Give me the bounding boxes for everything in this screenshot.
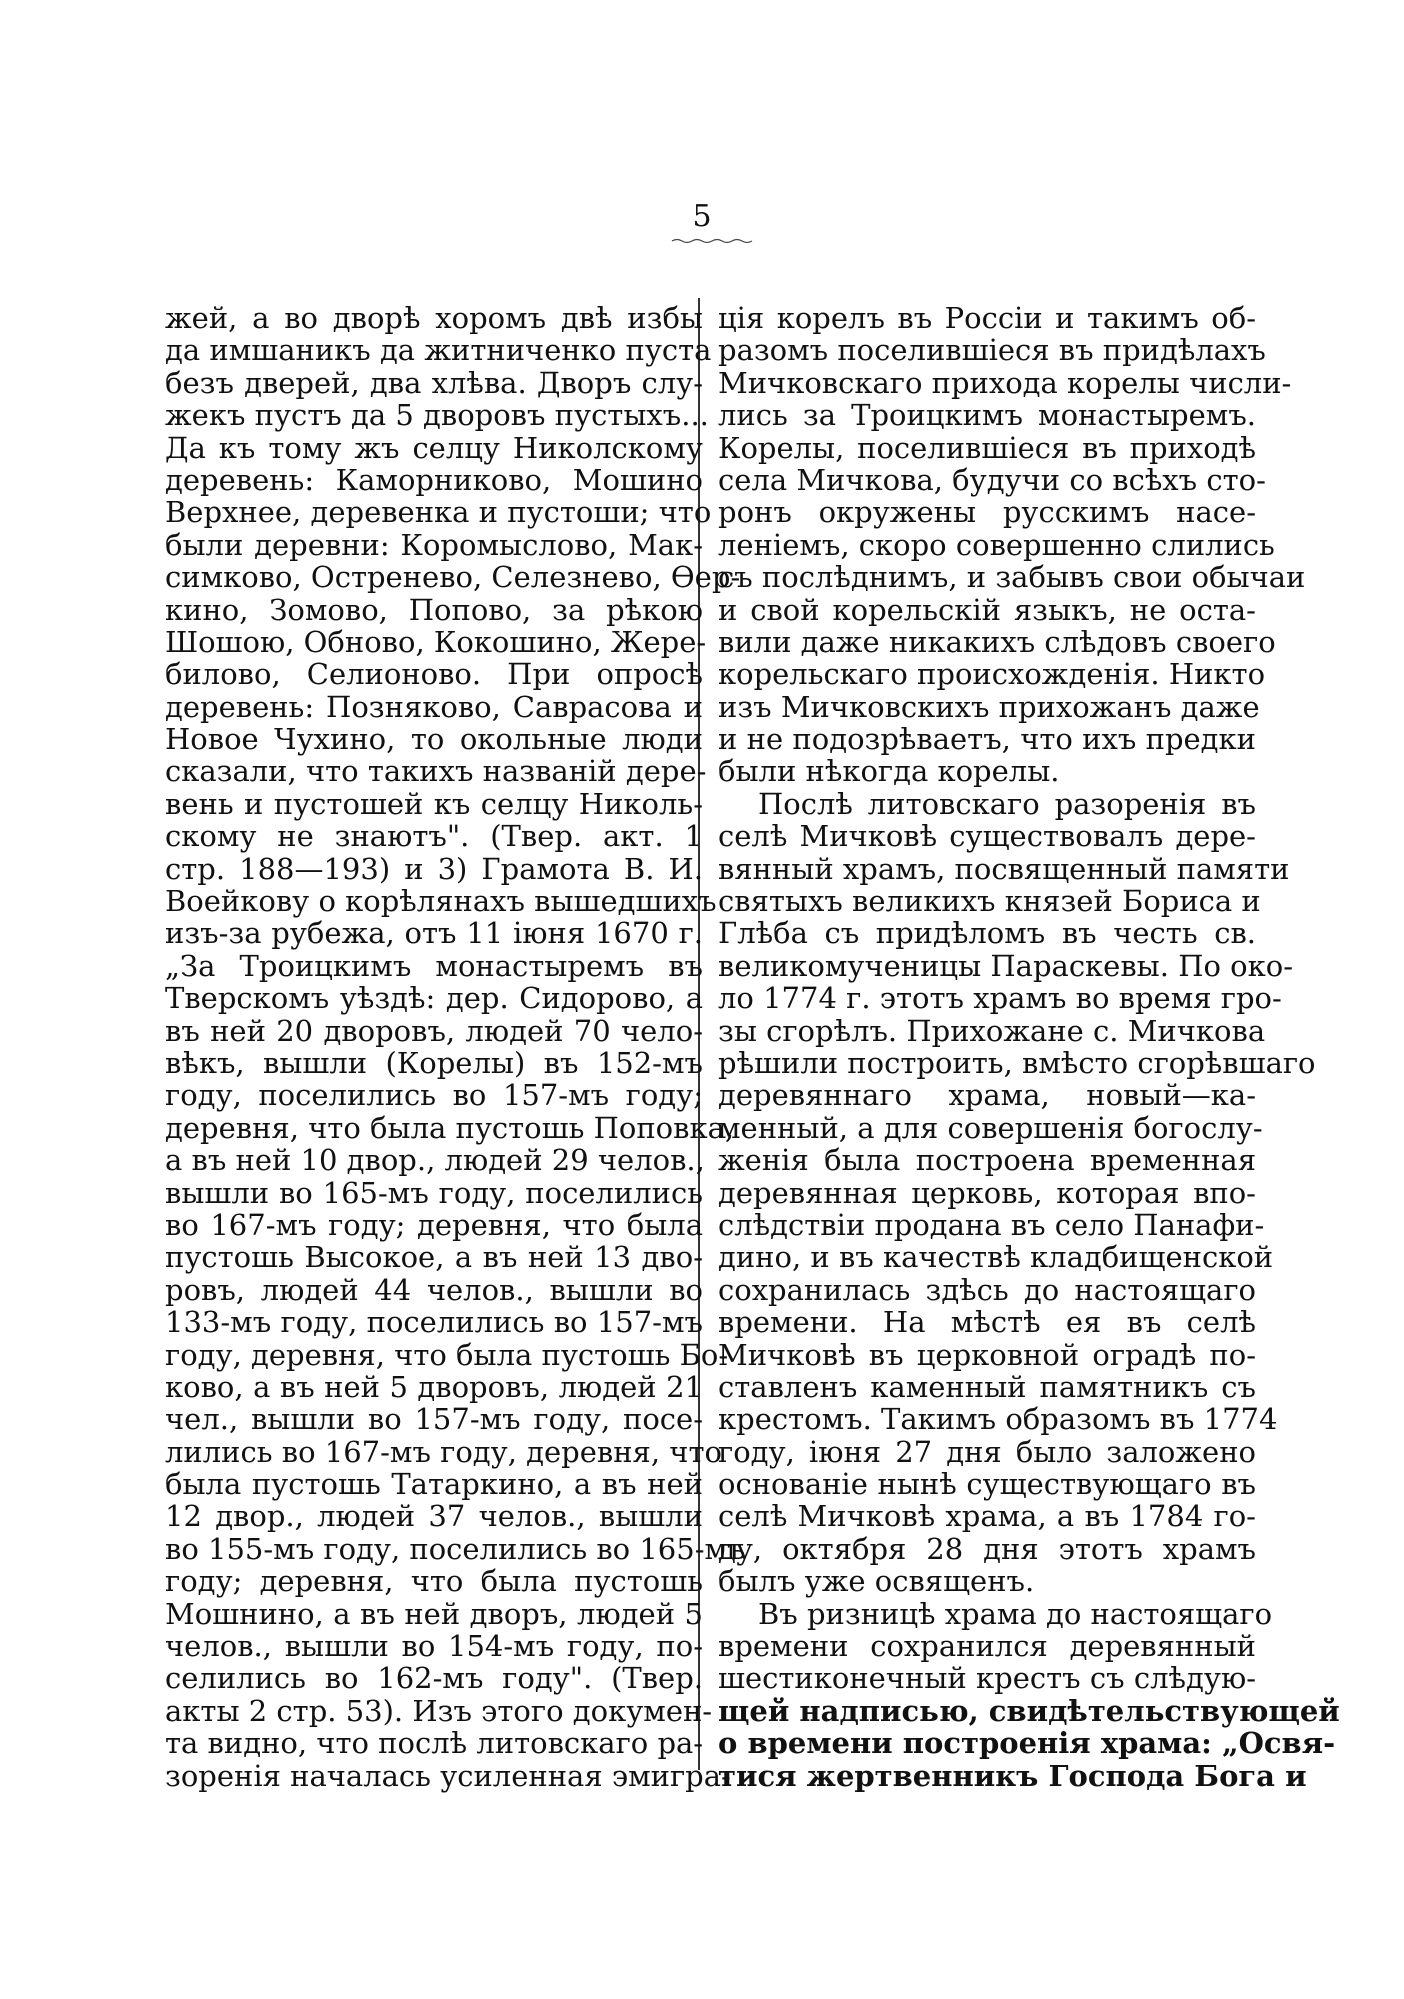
text-line: Мичковскаго прихода корелы числи- xyxy=(718,365,1292,400)
text-line: Мичковѣ въ церковной оградѣ по- xyxy=(718,1337,1256,1372)
text-line: времени. На мѣстѣ ея въ селѣ xyxy=(718,1305,1256,1340)
text-line: съ послѣднимъ, и забывъ свои обычаи xyxy=(718,560,1306,595)
text-line: сохранилась здѣсь до настоящаго xyxy=(718,1272,1256,1307)
text-line: Тверскомъ уѣздѣ: дер. Сидорово, а xyxy=(165,981,703,1016)
left-column xyxy=(165,301,746,1793)
text-line: жей, а во дворѣ хоромъ двѣ избы xyxy=(165,301,703,335)
text-line: разомъ поселившіеся въ придѣлахъ xyxy=(718,333,1266,368)
text-line: селѣ Мичковѣ храма, а въ 1784 го- xyxy=(718,1499,1256,1534)
text-line: во 155-мъ году, поселились во 165-мъ xyxy=(165,1531,746,1566)
text-line: ково, а въ ней 5 дворовъ, людей 21 xyxy=(165,1369,703,1404)
text-line: изъ Мичковскихъ прихожанъ даже xyxy=(718,689,1260,724)
text-line: году; деревня, что была пустошь xyxy=(165,1564,703,1599)
text-line: вянный храмъ, посвященный памяти xyxy=(718,851,1290,886)
text-line: въ ней 20 дворовъ, людей 70 чело- xyxy=(165,1013,703,1048)
text-line: были деревни: Коромыслово, Мак- xyxy=(165,527,703,562)
text-line: акты 2 стр. 53). Изъ этого докумен- xyxy=(165,1693,713,1728)
text-line: скому не знаютъ". (Твер. акт. 1 xyxy=(165,819,703,854)
text-line: Новое Чухино, то окольные люди xyxy=(165,722,703,757)
text-line: Мошнино, а въ ней дворъ, людей 5 xyxy=(165,1596,703,1631)
page-number: 5 xyxy=(692,199,712,234)
text-line: основаніе нынѣ существующаго въ xyxy=(718,1467,1256,1502)
text-line: селились во 162-мъ году". (Твер. xyxy=(165,1661,703,1696)
text-line: ставленъ каменный памятникъ съ xyxy=(718,1369,1256,1404)
text-line: корельскаго происхожденія. Никто xyxy=(718,657,1266,692)
text-line: деревяннаго храма, новый—ка- xyxy=(718,1078,1256,1113)
text-line: деревянная церковь, которая впо- xyxy=(718,1175,1256,1210)
text-line: деревня, что была пустошь Поповка, xyxy=(165,1110,735,1145)
text-line: дино, и въ качествѣ кладбищенской xyxy=(718,1240,1274,1275)
text-line: великомученицы Параскевы. По око- xyxy=(718,948,1294,983)
text-line: жекъ пустъ да 5 дворовъ пустыхъ... xyxy=(165,398,709,433)
text-line: и не подозрѣваетъ, что ихъ предки xyxy=(718,722,1256,757)
text-line: щей надписью, свидѣтельствующей xyxy=(718,1693,1340,1728)
text-line: году, іюня 27 дня было заложено xyxy=(718,1434,1256,1469)
text-line: кино, Зомово, Попово, за рѣкою xyxy=(165,592,703,627)
text-line: селѣ Мичковѣ существовалъ дере- xyxy=(718,819,1256,854)
text-line: и свой корельскій языкъ, не оста- xyxy=(718,592,1256,627)
text-line: ло 1774 г. этотъ храмъ во время гро- xyxy=(718,981,1282,1016)
text-line: 12 двор., людей 37 челов., вышли xyxy=(165,1499,703,1534)
text-line: году, деревня, что была пустошь Бо- xyxy=(165,1337,729,1372)
text-line: крестомъ. Такимъ образомъ въ 1774 xyxy=(718,1402,1278,1437)
text-line: лись за Троицкимъ монастыремъ. xyxy=(718,398,1256,433)
text-line: Да къ тому жъ селцу Николскому xyxy=(165,430,703,465)
text-line: о времени построенія храма: „Освя- xyxy=(718,1726,1336,1761)
text-line: слѣдствіи продана въ село Панафи- xyxy=(718,1207,1265,1242)
text-line: челов., вышли во 154-мъ году, по- xyxy=(165,1629,703,1664)
text-line: Въ ризницѣ храма до настоящаго xyxy=(758,1596,1273,1631)
text-line: стр. 188—193) и 3) Грамота В. И. xyxy=(165,851,703,886)
text-line: сказали, что такихъ названій дере- xyxy=(165,754,707,789)
text-line: безъ дверей, два хлѣва. Дворъ слу- xyxy=(165,365,703,400)
text-line: леніемъ, скоро совершенно слились xyxy=(718,527,1275,562)
text-line: Глѣба съ придѣломъ въ честь св. xyxy=(718,916,1256,951)
text-line: вѣкъ, вышли (Корелы) въ 152-мъ xyxy=(165,1045,703,1080)
text-line: рѣшили построить, вмѣсто сгорѣвшаго xyxy=(718,1045,1316,1080)
text-line: году, поселились во 157-мъ году; xyxy=(165,1078,703,1113)
text-line: вили даже никакихъ слѣдовъ своего xyxy=(718,624,1276,659)
text-line: чел., вышли во 157-мъ году, посе- xyxy=(165,1402,703,1437)
text-line: ція корелъ въ Россіи и такимъ об- xyxy=(718,301,1256,335)
text-line: времени сохранился деревянный xyxy=(718,1629,1256,1664)
text-line: Верхнее, деревенка и пустоши; что xyxy=(165,495,712,530)
text-line: а въ ней 10 двор., людей 29 челов., xyxy=(165,1143,705,1178)
text-line: тися жертвенникъ Господа Бога и xyxy=(718,1758,1307,1793)
text-line: „За Троицкимъ монастыремъ въ xyxy=(165,948,703,983)
text-line: былъ уже освященъ. xyxy=(718,1564,1035,1599)
text-line: вень и пустошей къ селцу Николь- xyxy=(165,786,703,821)
text-line: Воейкову о корѣлянахъ вышедшихъ xyxy=(165,884,717,919)
text-line: ронъ окружены русскимъ насе- xyxy=(718,495,1256,530)
text-line: та видно, что послѣ литовскаго ра- xyxy=(165,1726,704,1761)
text-line: святыхъ великихъ князей Бориса и xyxy=(718,884,1261,919)
text-line: изъ-за рубежа, отъ 11 іюня 1670 г. xyxy=(165,916,703,951)
text-line: ду, октября 28 дня этотъ храмъ xyxy=(718,1531,1256,1566)
text-line: 133-мъ году, поселились во 157-мъ xyxy=(165,1305,703,1340)
page-number-ornament xyxy=(672,238,752,244)
text-line: шестиконечный крестъ съ слѣдую- xyxy=(718,1661,1256,1696)
text-line: ровъ, людей 44 челов., вышли во xyxy=(165,1272,703,1307)
text-line: пустошь Высокое, а въ ней 13 дво- xyxy=(165,1240,703,1275)
text-line: да имшаникъ да житниченко пуста xyxy=(165,333,712,368)
text-line: села Мичкова, будучи со всѣхъ сто- xyxy=(718,462,1266,497)
text-line: менный, а для совершенія богослу- xyxy=(718,1110,1263,1145)
text-line: во 167-мъ году; деревня, что была xyxy=(165,1207,703,1242)
right-column xyxy=(718,301,1340,1793)
text-line: деревень: Позняково, Саврасова и xyxy=(165,689,703,724)
text-line: вышли во 165-мъ году, поселились xyxy=(165,1175,703,1210)
text-line: Корелы, поселившіеся въ приходѣ xyxy=(718,430,1256,465)
text-line: лились во 167-мъ году, деревня, что xyxy=(165,1434,722,1469)
text-line: симково, Остренево, Селезнево, Өер- xyxy=(165,560,741,595)
text-line: была пустошь Татаркино, а въ ней xyxy=(165,1467,703,1502)
text-line: женія была построена временная xyxy=(718,1143,1256,1178)
text-line: Шошою, Обново, Кокошино, Жере- xyxy=(165,624,707,659)
text-line: были нѣкогда корелы. xyxy=(718,754,1060,789)
text-line: Послѣ литовскаго разоренія въ xyxy=(758,786,1256,821)
text-line: деревень: Каморниково, Мошино xyxy=(165,462,703,497)
text-line: зы сгорѣлъ. Прихожане с. Мичкова xyxy=(718,1013,1266,1048)
text-line: билово, Селионово. При опросѣ xyxy=(165,657,703,692)
text-line: зоренія началась усиленная эмигра- xyxy=(165,1758,731,1793)
